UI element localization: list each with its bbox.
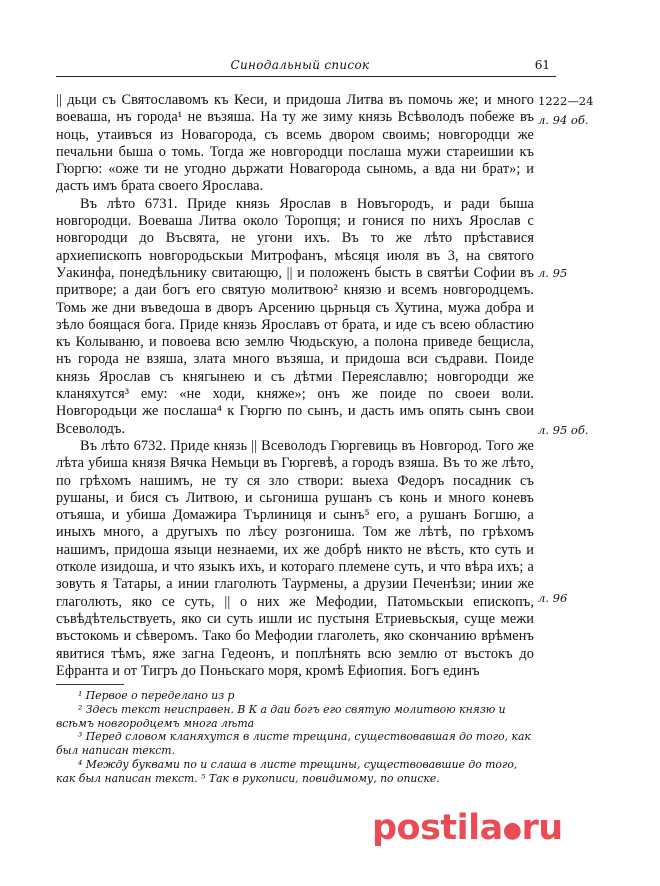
margin-note-leaf-95: л. 95	[538, 266, 568, 280]
header-rule	[56, 76, 556, 77]
watermark-suffix: ru	[521, 808, 563, 848]
footnote-rule	[56, 684, 124, 685]
watermark-dot-icon: ●	[502, 818, 522, 843]
chronicle-text	[56, 92, 534, 680]
paragraph-continuation: || дьци съ Святославомъ къ Кеси, и придоша Литва въ помочь же; и много воеваша, нъ города¹ не възяша. На ту же зиму князь Всѣволодъ побеже въ ноць, утаивъся из Новагорода, съ всемь двором своимь; новгородци же печальни быша о томь. Тогда же новгородци послаша мужи стареишии къ Гюргю: «оже ти не угодно дьржати Новагорода сыномь, а вда ни брат»; и дасть имъ брата своего Ярослава.	[56, 92, 534, 195]
paragraph-year-6731: Въ лѣто 6731. Приде князь Ярослав в Новъгородъ, и ради быша новгородци. Воеваша Литва около Торопця; и гонися по нихъ Ярослав с новгородци до Въсвята, не угони ихъ. Въ то же лѣто прѣставися архиепископъ новгородьскыи Митрофанъ, мѣсяця июля въ 3, на святого Уакинфа, понедѣльнику свитающю, || и положенъ бысть в святѣи Софии въ притворе; а даи богъ его святую молитвою² князю и всемъ новгородцемъ. Томь же дни въведоша в дворъ Арсению цьрньця съ Хутина, мужа добра и зѣло боящася бога. Приде князь Ярославъ от брата, и иде съ всею областию къ Колываню, и повоева всю землю Чюдьскую, а полона приведе бещисла, нъ города не взяша, злата много възяша, и придоша вси съдрави. Поиде князь Ярослав съ княгынею и съ дѣтми Переяславлю; новгородци же кланяхутся³ ему: «не ходи, княже»; онъ же поиде по своеи воли. Новгородьци же послаша⁴ к Гюргю по сынъ, и дасть имъ опять сынъ свои Всеволодъ.	[56, 195, 534, 437]
margin-note-leaf-96: л. 96	[538, 591, 568, 605]
watermark-text: postila	[372, 808, 503, 848]
running-title: Синодальный список	[230, 58, 370, 72]
paragraph-year-6732: Въ лѣто 6732. Приде князь || Всеволодъ Гюргевиць въ Новгород. Того же лѣта убиша князя Вячка Немьци въ Гюргевѣ, а городъ взяша. Въ то же лѣто, по грѣхомъ нашимъ, не ту ся зло створи: выеха Федоръ посадник съ рушаны, и бися съ Литвою, и сьгониша рушанъ съ конь и много коневъ отъяша, и убиша Домажира Търлиниця и сынъ⁵ его, а рушанъ Богшю, а иныхъ много, а другыхъ по лѣсу розгониша. Том же лѣтѣ, по грѣхомъ нашимъ, придоша языци незнаеми, их же добрѣ никто не вѣсть, кто суть и отколе изидоша, и что языкъ ихъ, и которагo племене суть, и что вѣра ихъ; а зовуть я Татары, а инии глаголють Таурмены, а друзии Печенѣзи; инии же глаголють, яко се суть, || о них же Мефодии, Патомьскыи епископъ, съвѣдѣтельствуеть, яко си суть ишли ис пустыня Етриевьскыя, суще межи въстокомь и сѣверомъ. Тако бо Мефодии глаголеть, яко скончанию врѣменъ явитися тѣмъ, яже загна Гедеонъ, и поплѣнять всю землю от въстокъ до Ефранта и от Тигръ до Поньскаго моря, кромѣ Ефиопия. Богъ единъ	[56, 437, 534, 679]
footnote-4-5: ⁴ Между буквами по и слаша в листе трещины, существовавшие до того, как был написан текст. ⁵ Так в рукописи, повидимому, по описке.	[56, 757, 518, 785]
margin-note-leaf-94ob: л. 94 об.	[538, 113, 589, 127]
watermark-logo	[372, 808, 660, 848]
margin-note-years: 1222—24	[538, 94, 594, 108]
footnote-1: ¹ Первое о переделано из р	[78, 689, 235, 702]
footnotes	[56, 689, 534, 786]
page-number: 61	[534, 58, 550, 72]
footnote-2: ² Здесь текст неисправен. В К а даи богъ его святую молитвою князю и всѣмъ новгородцемъ многа лѣта	[56, 702, 506, 730]
margin-note-leaf-95ob: л. 95 об.	[538, 423, 589, 437]
footnote-3: ³ Перед словом кланяхутся в листе трещина, существовавшая до того, как был написан текст.	[56, 730, 531, 758]
